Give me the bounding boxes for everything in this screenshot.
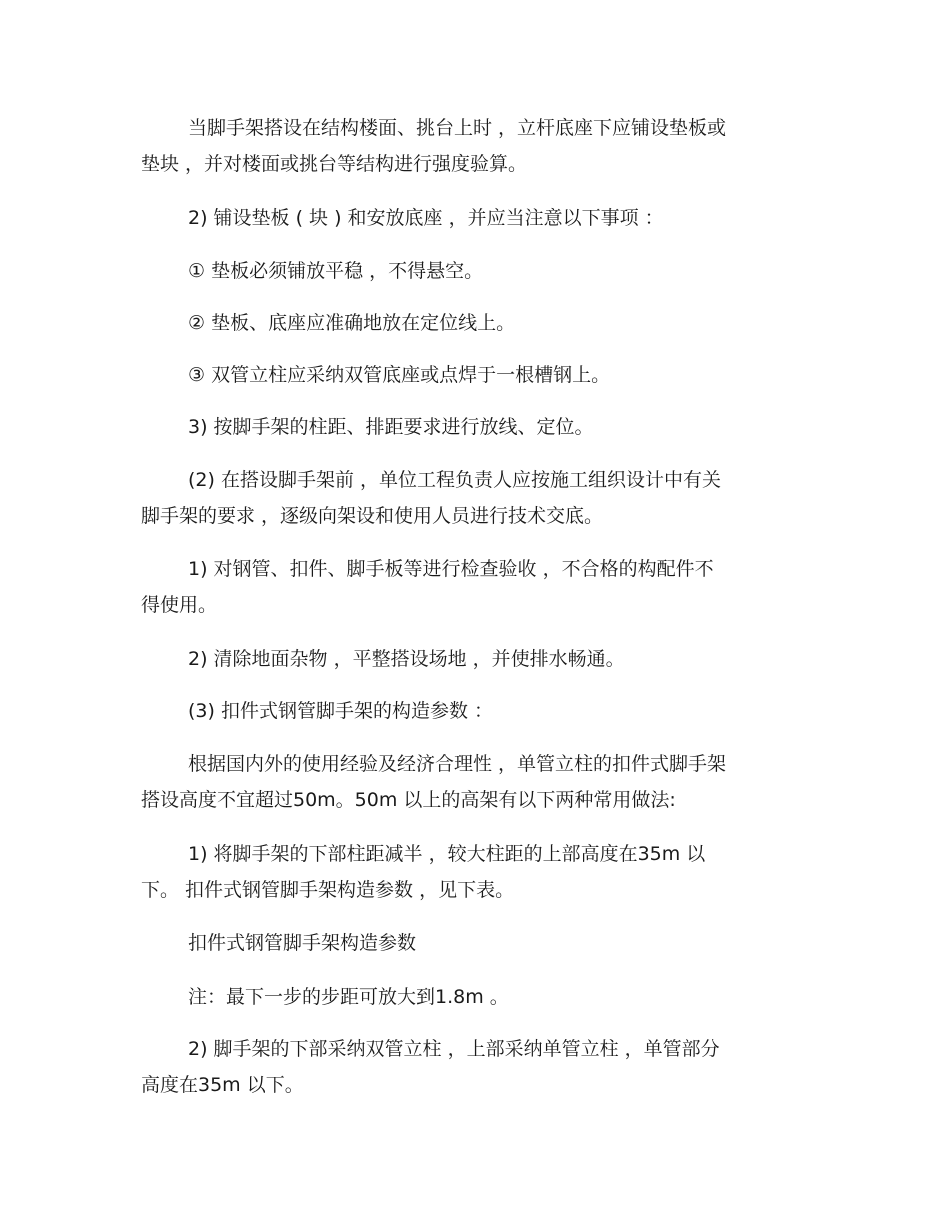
paragraph-layout-lines bbox=[141, 409, 811, 445]
paragraph-double-column bbox=[141, 1031, 811, 1103]
text-line: 2) 铺设垫板 ( 块 ) 和安放底座 ，并应当注意以下事项 ： bbox=[188, 207, 664, 229]
paragraph-inspect-components bbox=[141, 551, 811, 623]
text-line: 根据国内外的使用经验及经济合理性 ，单管立柱的扣件式脚手架 bbox=[188, 753, 727, 775]
paragraph-height-limit bbox=[141, 746, 811, 818]
paragraph-technical-briefing bbox=[141, 462, 811, 534]
text-line: (3) 扣件式钢管脚手架的构造参数 ： bbox=[188, 700, 493, 722]
paragraph-item-3 bbox=[141, 357, 811, 393]
text-line: 高度在35m 以下。 bbox=[141, 1074, 304, 1096]
text-line: 2) 脚手架的下部采纳双管立柱 ，上部采纳单管立柱 ，单管部分 bbox=[188, 1038, 720, 1060]
text-line: 垫块 ，并对楼面或挑台等结构进行强度验算。 bbox=[141, 153, 528, 175]
text-line: 当脚手架搭设在结构楼面、挑台上时 ，立杆底座下应铺设垫板或 bbox=[188, 117, 727, 139]
text-line: ① 垫板必须铺放平稳 ，不得悬空。 bbox=[188, 260, 484, 282]
text-line: 3) 按脚手架的柱距、排距要求进行放线、定位。 bbox=[188, 416, 594, 438]
paragraph-halve-spacing bbox=[141, 836, 811, 908]
text-line: 扣件式钢管脚手架构造参数 bbox=[188, 932, 417, 954]
text-line: (2) 在搭设脚手架前 ，单位工程负责人应按施工组织设计中有关 bbox=[188, 469, 721, 491]
paragraph-clear-site bbox=[141, 641, 811, 677]
paragraph-lay-pads bbox=[141, 200, 811, 236]
text-line: 1) 对钢管、扣件、脚手板等进行检查验收 ，不合格的构配件不 bbox=[188, 558, 714, 580]
text-line: 得使用。 bbox=[141, 594, 218, 616]
text-line: 脚手架的要求 ，逐级向架设和使用人员进行技术交底。 bbox=[141, 505, 604, 527]
paragraph-construction-params-heading bbox=[141, 693, 811, 729]
text-line: 注：最下一步的步距可放大到1.8m 。 bbox=[188, 986, 509, 1008]
text-line: ③ 双管立柱应采纳双管底座或点焊于一根槽钢上。 bbox=[188, 364, 611, 386]
text-line: 下。 扣件式钢管脚手架构造参数 ，见下表。 bbox=[141, 879, 515, 901]
text-line: 2) 清除地面杂物 ，平整搭设场地 ，并使排水畅通。 bbox=[188, 648, 625, 670]
table-caption bbox=[141, 925, 811, 961]
paragraph-item-1 bbox=[141, 253, 811, 289]
paragraph-item-2 bbox=[141, 305, 811, 341]
table-note bbox=[141, 979, 811, 1015]
text-line: 1) 将脚手架的下部柱距减半 ，较大柱距的上部高度在35m 以 bbox=[188, 843, 706, 865]
text-line: 搭设高度不宜超过50m。50m 以上的高架有以下两种常用做法: bbox=[141, 789, 676, 811]
paragraph-scaffold-on-floor bbox=[141, 110, 811, 182]
text-line: ② 垫板、底座应准确地放在定位线上。 bbox=[188, 312, 516, 334]
